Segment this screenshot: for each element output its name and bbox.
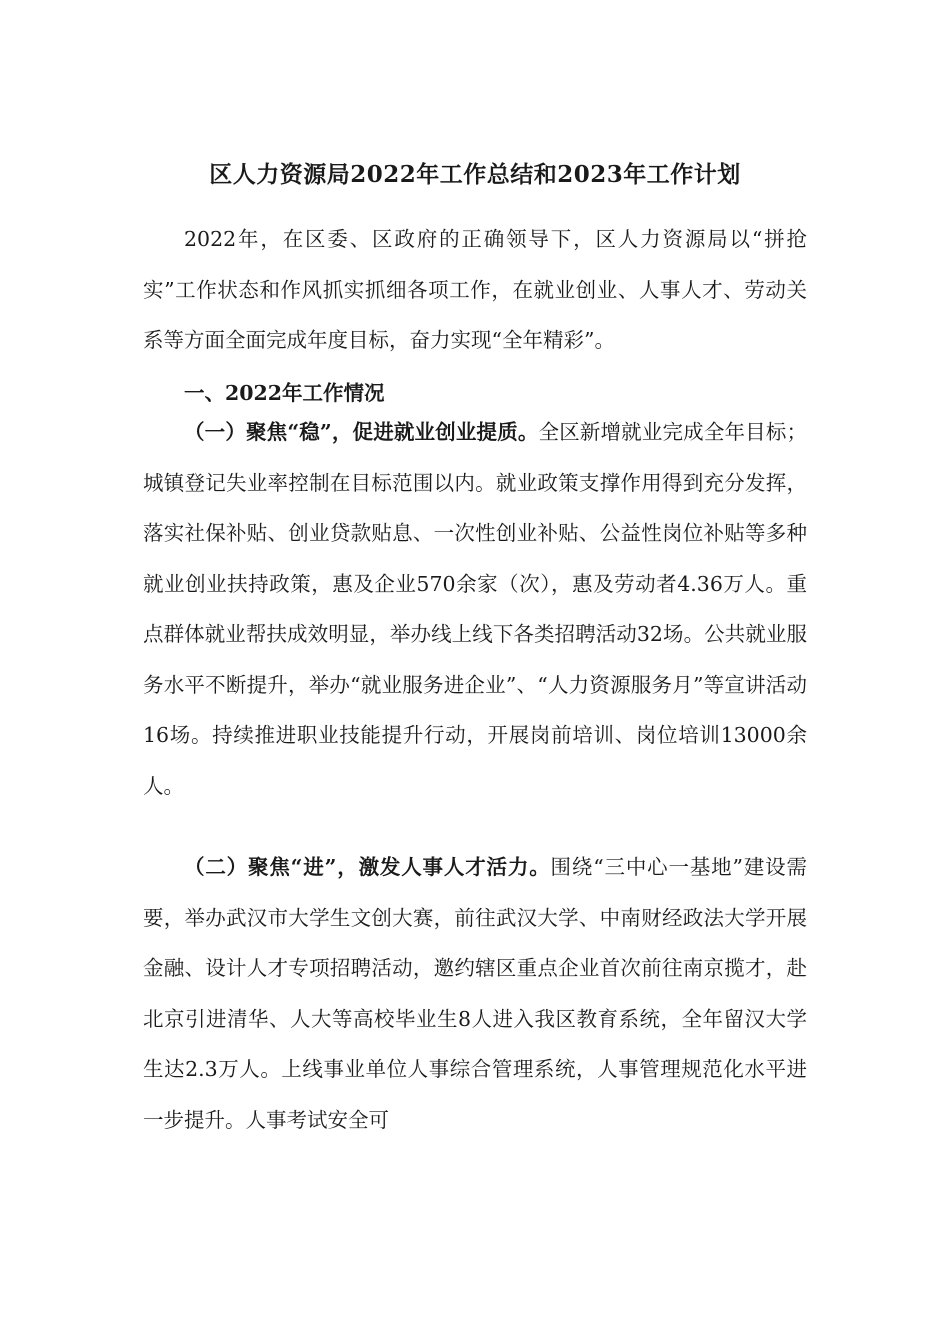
- paragraph-employment-lead: （一）聚焦“稳”，促进就业创业提质。: [184, 420, 539, 444]
- intro-paragraph: 2022年，在区委、区政府的正确领导下，区人力资源局以“拼抢实”工作状态和作风抓实抓细各项工作，在就业创业、人事人才、劳动关系等方面全面完成年度目标，奋力实现“全年精彩”。: [143, 227, 807, 352]
- paragraph-employment-body: 全区新增就业完成全年目标；城镇登记失业率控制在目标范围以内。就业政策支撑作用得到充分发挥，落实社保补贴、创业贷款贴息、一次性创业补贴、公益性岗位补贴等多种就业创业扶持政策，惠及企业570余家（次），惠及劳动者4.36万人。重点群体就业帮扶成效明显，举办线上线下各类招聘活动32场。公共就业服务水平不断提升，举办“就业服务进企业”、“人力资源服务月”等宣讲活动16场。持续推进职业技能提升行动，开展岗前培训、岗位培训13000余人。: [143, 420, 807, 798]
- paragraph-talent-lead: （二）聚焦“进”，激发人事人才活力。: [184, 855, 551, 879]
- document-title: 区人力资源局2022年工作总结和2023年工作计划: [209, 161, 741, 188]
- paragraph-talent-body: 围绕“三中心一基地”建设需要，举办武汉市大学生文创大赛，前往武汉大学、中南财经政法大学开展金融、设计人才专项招聘活动，邀约辖区重点企业首次前往南京揽才，赴北京引进清华、人大等高校毕业生8人进入我区教育系统，全年留汉大学生达2.3万人。上线事业单位人事综合管理系统，人事管理规范化水平进一步提升。人事考试安全可: [143, 855, 807, 1132]
- paragraph-employment: [143, 407, 807, 811]
- section-heading-2022-work: 一、2022年工作情况: [184, 381, 385, 405]
- paragraph-talent: [143, 842, 807, 1145]
